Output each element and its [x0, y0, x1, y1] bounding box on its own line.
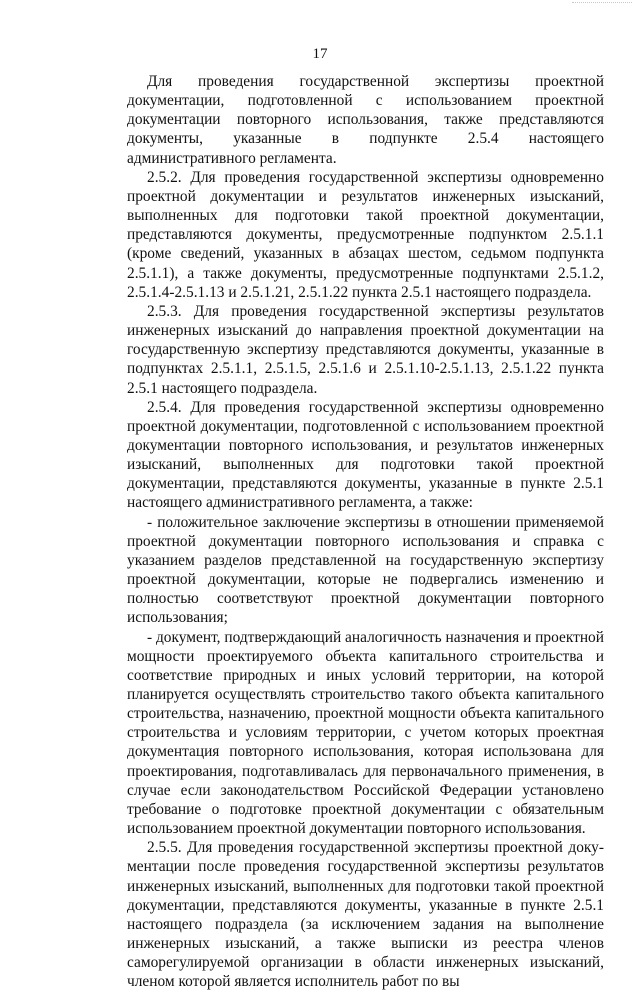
- document-body: [127, 72, 604, 992]
- scan-corner-mark: [572, 2, 632, 5]
- paragraph-2-5-3: 2.5.3. Для проведения государственной экспертизы результатов инженерных изысканий до направления проектной документации на государственную экспертизу представляются документы, указанные в подпунктах 2.5.1.1, 2.5.1.5, 2.5.1.6 и 2.5.1.10-2.5.1.13, 2.5.1.22 пункта 2.5.1 настоящего подраздела.: [127, 302, 604, 397]
- list-item-positive-conclusion: - положительное заключение экспертизы в отношении применяемой проектной документации повторного использования и справка с указанием разделов представленной на государственную экспертизу проектной документации, которые не подвергались изменению и полностью соответствуют проектной документации повторного использования;: [127, 513, 604, 627]
- list-item-analogy-document: - документ, подтверждающий аналогичность назначения и проектной мощности проектируемого объекта капитального строительства и соответствие природных и иных условий территории, на которой планируется осуществлять строительство такого объекта капитального строительства, назначению, проектной мощности объекта капитального строительства и условиям территории, с учетом которых проектная документация повторного использования, которая использована для проектирования, подготавливалась для первоначального применения, в случае если законодательством Российской Федерации установлено требование о подготовке проектной документации с обязательным использованием проектной документации повторного использования.: [127, 628, 604, 838]
- paragraph-2-5-5: 2.5.5. Для проведения государственной экспертизы проектной документации после проведения государственной экспертизы результатов инженерных изысканий, выполненных для подготовки такой проектной документации, представляются документы, указанные в пункте 2.5.1 настоящего подраздела (за исключением задания на выполнение инженерных изысканий, а также выписки из реестра членов саморегулируемой организации в области инженерных изысканий, членом которой является исполнитель работ по вы: [127, 839, 604, 991]
- paragraph-2-5-2: 2.5.2. Для проведения государственной экспертизы одновременно проектной документации и результатов инженерных изысканий, выполненных для подготовки такой проектной документации, представляются документы, предусмотренные подпунктом 2.5.1.1 (кроме сведений, указанных в абзацах шестом, седьмом подпункта 2.5.1.1), а также документы, предусмотренные подпунктами 2.5.1.2, 2.5.1.4-2.5.1.13 и 2.5.1.21, 2.5.1.22 пункта 2.5.1 настоящего подраздела.: [127, 168, 604, 301]
- page-number: 17: [312, 46, 328, 62]
- paragraph-intro: Для проведения государственной экспертизы проектной документации, подготовленной с использованием проектной документации повторного использования, также представляются документы, указанные в подпункте 2.5.4 настоящего административного регламента.: [127, 73, 604, 167]
- paragraph-2-5-4: 2.5.4. Для проведения государственной экспертизы одновременно проектной документации, подготовленной с использованием проектной документации повторного использования, и результатов инженерных изысканий, выполненных для подготовки такой проектной документации, представляются документы, указанные в пункте 2.5.1 настоящего административного регламента, а также:: [127, 398, 604, 512]
